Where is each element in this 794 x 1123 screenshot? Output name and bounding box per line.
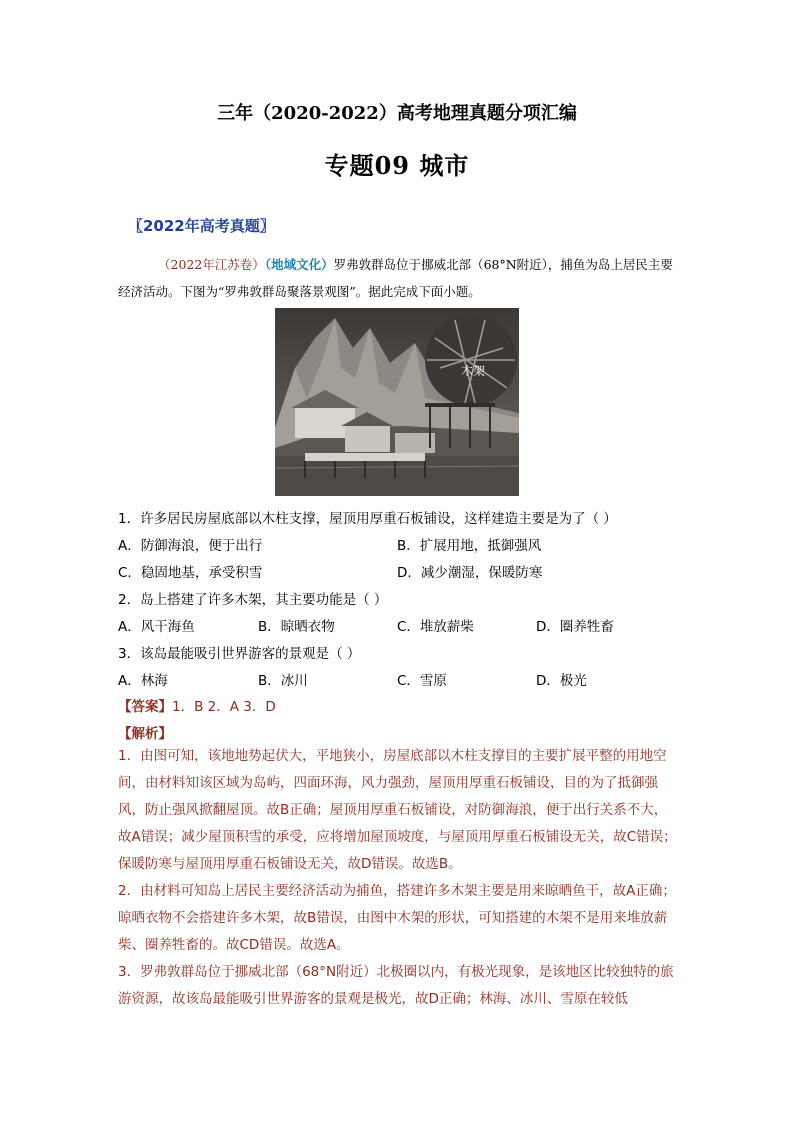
question-3-stem: 3．该岛最能吸引世界游客的景观是（ ） [118, 646, 361, 662]
section-heading: 〖2022年高考真题〗 [128, 217, 275, 235]
page-title: 三年（2020-2022）高考地理真题分项汇编 [217, 103, 577, 124]
intro-source: （2022年江苏卷） [158, 257, 265, 272]
answer-text: 1．B 2．A 3．D [172, 699, 276, 715]
question-3-option-a: A．林海 [118, 673, 168, 689]
question-1-stem: 1．许多居民房屋底部以木柱支撑，屋顶用厚重石板铺设，这样建造主要是为了（ ） [118, 511, 617, 527]
settlement-landscape-photo [275, 308, 519, 496]
question-1-option-a: A．防御海浪，便于出行 [118, 538, 263, 554]
question-1-option-b: B．扩展用地，抵御强风 [397, 538, 542, 554]
question-3-option-c: C．雪原 [397, 673, 447, 689]
analysis-paragraph-1: 1．由图可知，该地地势起伏大，平地狭小，房屋底部以木柱支撑目的主要扩展平整的用地空间，由材料知该区域为岛屿，四面环海，风力强劲，屋顶用厚重石板铺设，目的为了抵御强风，防止强风掀翻屋顶。故B正确；屋顶用厚重石板铺设，对防御海浪，便于出行关系不大，故A错误；减少屋顶积雪的承受，应将增加屋顶坡度，与屋顶用厚重石板铺设无关，故C错误；保暖防寒与屋顶用厚重石板铺设无关，故D错误。故选B。 [118, 748, 677, 872]
analysis-paragraph-2: 2．由材料可知岛上居民主要经济活动为捕鱼，搭建许多木架主要是用来晾晒鱼干，故A正确；晾晒衣物不会搭建许多木架，故B错误，由图中木架的形状，可知搭建的木架不是用来堆放薪柴、圈养牲畜的。故CD错误。故选A。 [118, 883, 676, 953]
question-1-option-d: D．减少潮湿，保暖防寒 [397, 565, 543, 581]
question-1-option-c: C．稳固地基，承受积雪 [118, 565, 263, 581]
photo-illustration [275, 308, 519, 496]
question-3-option-b: B．冰川 [258, 673, 308, 689]
question-2-stem: 2．岛上搭建了许多木架，其主要功能是（ ） [118, 592, 388, 608]
question-2-option-a: A．风干海鱼 [118, 619, 195, 635]
question-3-option-d: D．极光 [536, 673, 587, 689]
intro-paragraph [118, 251, 678, 305]
question-2-option-d: D．圈养牲畜 [536, 619, 614, 635]
page-subtitle: 专题09 城市 [324, 151, 470, 180]
question-2-option-c: C．堆放薪柴 [397, 619, 474, 635]
analysis-paragraph-3: 3．罗弗敦群岛位于挪威北部（68°N附近）北极圈以内，有极光现象，是该地区比较独特的旅游资源，故该岛最能吸引世界游客的景观是极光，故D正确；林海、冰川、雪原在较低 [118, 964, 674, 1007]
wooden-rack-label: 木架 [461, 364, 486, 378]
intro-tag: （地域文化） [264, 257, 334, 272]
answer-line [118, 695, 276, 715]
answer-label: 【答案】 [118, 699, 172, 715]
analysis-label: 【解析】 [118, 726, 172, 742]
intro-text: 罗弗敦群岛位于挪威北部（68°N附近），捕鱼为岛上居民主要经济活动。下图为“罗弗敦群岛聚落景观图”。据此完成下面小题。 [118, 257, 673, 299]
question-2-option-b: B．晾晒衣物 [258, 619, 335, 635]
